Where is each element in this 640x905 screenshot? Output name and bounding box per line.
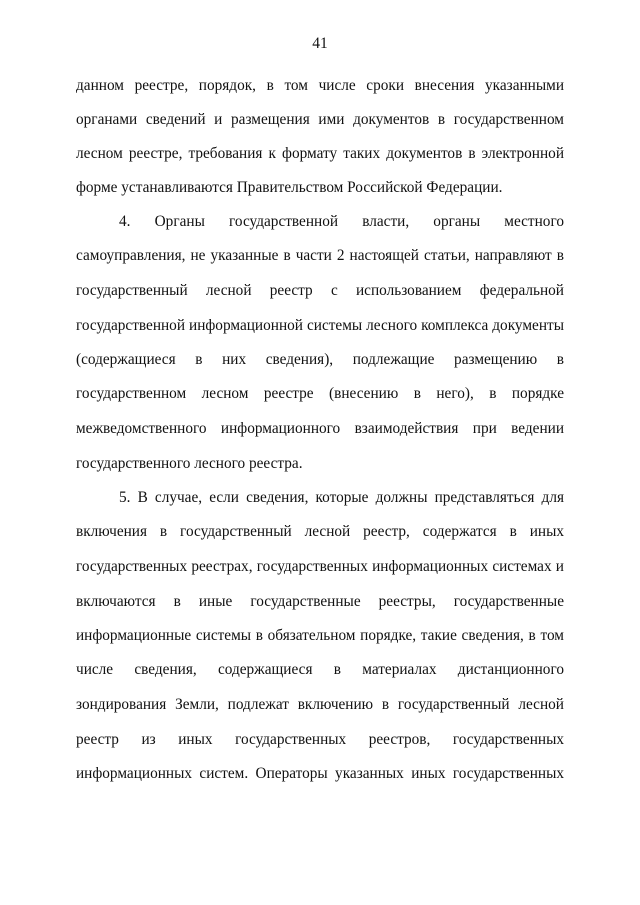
text-line: органами сведений и размещения ими документов в государственном [76,111,564,128]
text-line: межведомственного информационного взаимодействия при ведении [76,420,564,437]
text-line: информационных систем. Операторы указанных иных государственных [76,765,564,782]
text-line: форме устанавливаются Правительством Российской Федерации. [76,179,503,196]
text-line: информационные системы в обязательном порядке, такие сведения, в том [76,627,564,644]
text-line: (содержащиеся в них сведения), подлежащие размещению в [76,351,564,368]
text-line: государственном лесном реестре (внесению в него), в порядке [76,385,564,402]
text-line: реестр из иных государственных реестров, государственных [76,731,564,748]
text-line: включаются в иные государственные реестры, государственные [76,593,564,610]
paragraph-5-first-line: 5. В случае, если сведения, которые должны представляться для [119,489,564,506]
text-line: зондирования Земли, подлежат включению в государственный лесной [76,696,564,713]
text-line: самоуправления, не указанные в части 2 настоящей статьи, направляют в [76,247,564,264]
text-line: государственных реестрах, государственных информационных системах и [76,558,564,575]
text-line: государственный лесной реестр с использованием федеральной [76,282,564,299]
text-line: государственной информационной системы лесного комплекса документы [76,317,564,334]
page-number: 41 [312,35,328,52]
text-line: лесном реестре, требования к формату таких документов в электронной [76,145,564,162]
paragraph-4-first-line: 4. Органы государственной власти, органы местного [119,213,564,230]
text-line: данном реестре, порядок, в том числе сроки внесения указанными [76,77,564,94]
text-line: государственного лесного реестра. [76,455,303,472]
text-line: включения в государственный лесной реестр, содержатся в иных [76,523,564,540]
text-line: числе сведения, содержащиеся в материалах дистанционного [76,661,564,678]
